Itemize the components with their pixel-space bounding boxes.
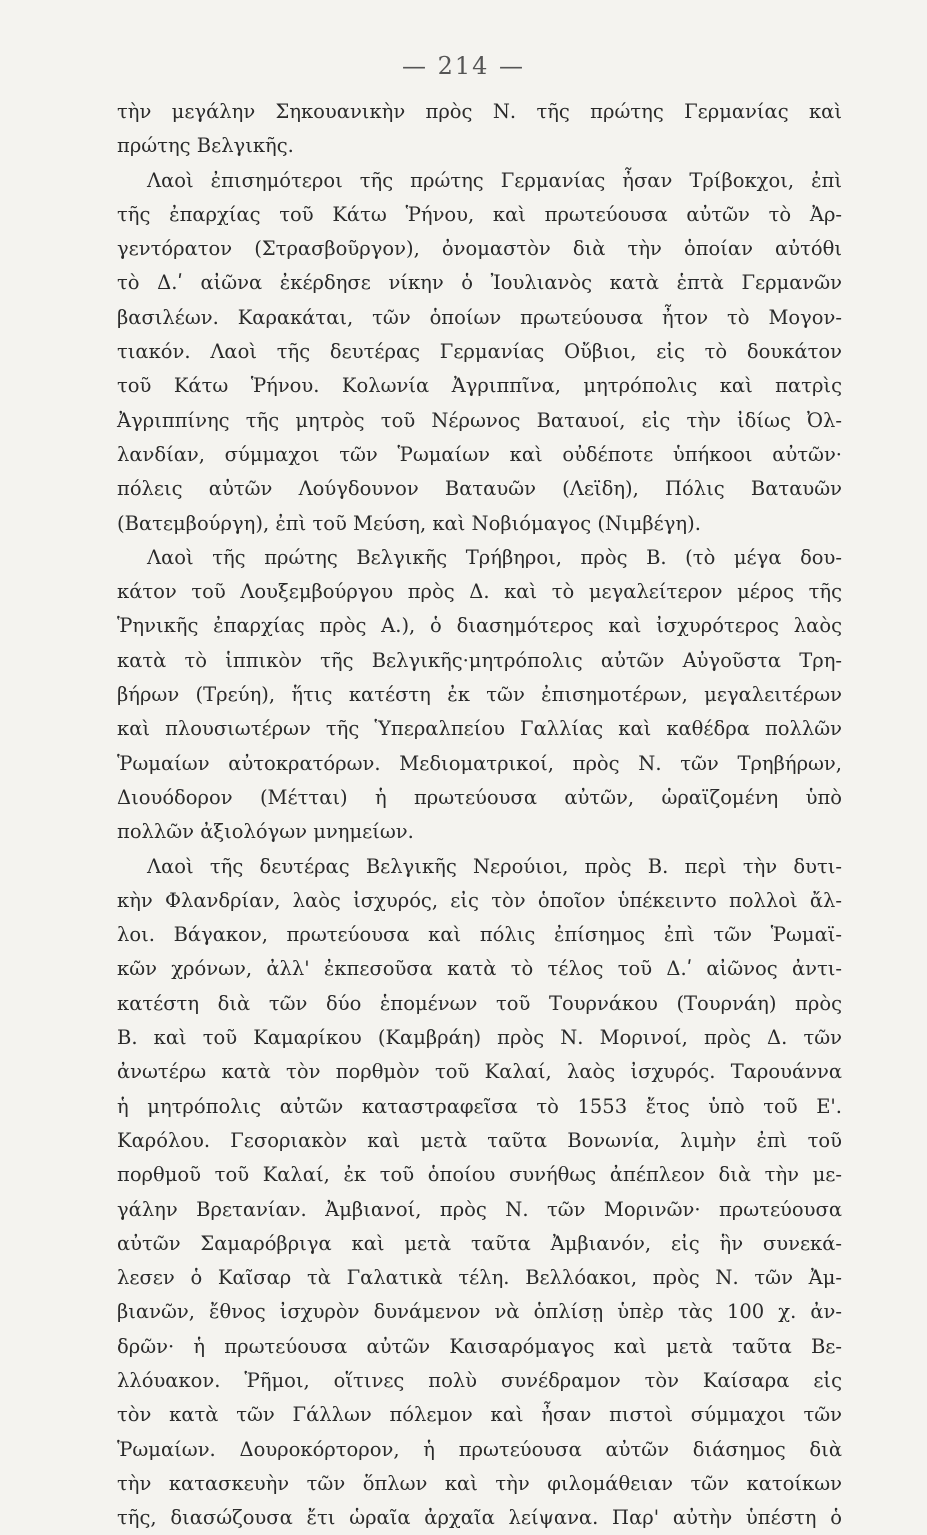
text-line: ἀνωτέρω κατὰ τὸν πορθμὸν τοῦ Καλαί, λαὸς ἰσχυρός. Ταρουάννα (117, 1060, 842, 1084)
text-line: πρώτης Βελγικῆς. (117, 134, 294, 158)
text-line: κατέστη διὰ τῶν δύο ἑπομένων τοῦ Τουρνάκου (Τουρνάη) πρὸς (117, 991, 842, 1015)
text-line: λανδίαν, σύμμαχοι τῶν Ῥωμαίων καὶ οὐδέποτε ὑπήκοοι αὐτῶν· (117, 442, 842, 466)
text-line: κὴν Φλανδρίαν, λαὸς ἰσχυρός, εἰς τὸν ὁποῖον ὑπέκειντο πολλοὶ ἄλ- (117, 888, 842, 912)
text-line: λοι. Βάγακον, πρωτεύουσα καὶ πόλις ἐπίσημος ἐπὶ τῶν Ῥωμαϊ- (117, 923, 842, 947)
page-number: — 214 — (401, 52, 526, 80)
text-line: τὸν κατὰ τῶν Γάλλων πόλεμον καὶ ἦσαν πιστοὶ σύμμαχοι τῶν (117, 1403, 842, 1427)
text-line: (Βατεμβούργη), ἐπὶ τοῦ Μεύση, καὶ Νοβιόμαγος (Νιμβέγη). (117, 511, 701, 535)
text-line: Β. καὶ τοῦ Καμαρίκου (Καμβράη) πρὸς Ν. Μορινοί, πρὸς Δ. τῶν (117, 1026, 842, 1050)
text-line: τῆς ἐπαρχίας τοῦ Κάτω Ῥήνου, καὶ πρωτεύουσα αὐτῶν τὸ Ἀρ- (117, 202, 842, 226)
text-line: γάλην Βρετανίαν. Ἀμβιανοί, πρὸς Ν. τῶν Μορινῶν· πρωτεύουσα (117, 1197, 842, 1221)
text-line: καὶ πλουσιωτέρων τῆς Ὑπεραλπείου Γαλλίας καὶ καθέδρα πολλῶν (117, 717, 842, 741)
text-line: αὐτῶν Σαμαρόβριγα καὶ μετὰ ταῦτα Ἀμβιανόν, εἰς ἣν συνεκά- (117, 1231, 842, 1255)
text-line: βιανῶν, ἔθνος ἰσχυρὸν δυνάμενον νὰ ὁπλίσῃ ὑπὲρ τὰς 100 χ. ἀν- (117, 1300, 842, 1324)
text-line: κάτον τοῦ Λουξεμβούργου πρὸς Δ. καὶ τὸ μεγαλείτερον μέρος τῆς (117, 580, 842, 604)
text-line: πολλῶν ἀξιολόγων μνημείων. (117, 820, 414, 844)
text-line: βασιλέων. Καρακάται, τῶν ὁποίων πρωτεύουσα ἦτον τὸ Μογον- (117, 305, 842, 329)
text-line: Ἀγριππίνης τῆς μητρὸς τοῦ Νέρωνος Βαταυοί, εἰς τὴν ἰδίως Ὀλ- (117, 408, 842, 432)
text-line: τῆς, διασώζουσα ἔτι ὡραῖα ἀρχαῖα λείψανα. Παρ' αὐτὴν ὑπέστη ὁ (117, 1506, 842, 1530)
text-line: λεσεν ὁ Καῖσαρ τὰ Γαλατικὰ τέλη. Βελλόακοι, πρὸς Ν. τῶν Ἀμ- (117, 1266, 842, 1290)
text-line: λλόυακον. Ῥῆμοι, οἵτινες πολὺ συνέδραμον τὸν Καίσαρα εἰς (117, 1368, 842, 1392)
text-line: Λαοὶ τῆς δευτέρας Βελγικῆς Νερούιοι, πρὸς Β. περὶ τὴν δυτι- (147, 854, 842, 878)
text-line: τὴν κατασκευὴν τῶν ὅπλων καὶ τὴν φιλομάθειαν τῶν κατοίκων (117, 1471, 842, 1495)
text-line: πορθμοῦ τοῦ Καλαί, ἐκ τοῦ ὁποίου συνήθως ἀπέπλεον διὰ τὴν με- (117, 1163, 842, 1187)
text-line: τοῦ Κάτω Ῥήνου. Κολωνία Ἀγριππῖνα, μητρόπολις καὶ πατρὶς (117, 374, 842, 398)
text-line: τὸ Δ.ʹ αἰῶνα ἐκέρδησε νίκην ὁ Ἰουλιανὸς κατὰ ἑπτὰ Γερμανῶν (117, 271, 842, 295)
text-line: τὴν μεγάλην Σηκουανικὴν πρὸς Ν. τῆς πρώτης Γερμανίας καὶ (117, 100, 842, 123)
page-body-text (117, 95, 842, 1535)
text-line: Λαοὶ τῆς πρώτης Βελγικῆς Τρήβηροι, πρὸς Β. (τὸ μέγα δου- (147, 545, 842, 569)
text-line: τιακόν. Λαοὶ τῆς δευτέρας Γερμανίας Οὔβιοι, εἰς τὸ δουκάτον (117, 340, 842, 364)
text-line: κῶν χρόνων, ἀλλ' ἐκπεσοῦσα κατὰ τὸ τέλος τοῦ Δ.ʹ αἰῶνος ἀντι- (117, 957, 842, 981)
text-line: κατὰ τὸ ἱππικὸν τῆς Βελγικῆς·μητρόπολις αὐτῶν Αὐγοῦστα Τρη- (117, 648, 842, 672)
text-line: δρῶν· ἡ πρωτεύουσα αὐτῶν Καισαρόμαγος καὶ μετὰ ταῦτα Βε- (117, 1334, 842, 1358)
text-line: Καρόλου. Γεσοριακὸν καὶ μετὰ ταῦτα Βονωνία, λιμὴν ἐπὶ τοῦ (117, 1128, 842, 1152)
text-line: γεντόρατον (Στρασβοῦργον), ὀνομαστὸν διὰ τὴν ὁποίαν αὐτόθι (117, 237, 842, 261)
text-line: Διουόδορον (Μέτται) ἡ πρωτεύουσα αὐτῶν, ὡραϊζομένη ὑπὸ (117, 785, 842, 809)
text-line: βήρων (Τρεύη), ἥτις κατέστη ἐκ τῶν ἐπισημοτέρων, μεγαλειτέρων (117, 683, 842, 707)
text-line: ἡ μητρόπολις αὐτῶν καταστραφεῖσα τὸ 1553 ἔτος ὑπὸ τοῦ Ε'. (117, 1094, 842, 1118)
text-line: Ῥωμαίων αὐτοκρατόρων. Μεδιοματρικοί, πρὸς Ν. τῶν Τρηβήρων, (117, 751, 842, 775)
text-line: Ῥωμαίων. Δουροκόρτορον, ἡ πρωτεύουσα αὐτῶν διάσημος διὰ (117, 1437, 842, 1461)
text-line: πόλεις αὐτῶν Λούγδουνον Βαταυῶν (Λεϊδη), Πόλις Βαταυῶν (117, 477, 842, 501)
text-line: Λαοὶ ἐπισημότεροι τῆς πρώτης Γερμανίας ἦσαν Τρίβοκχοι, ἐπὶ (147, 168, 842, 192)
text-line: Ῥηνικῆς ἐπαρχίας πρὸς Α.), ὁ διασημότερος καὶ ἰσχυρότερος λαὸς (117, 614, 842, 638)
